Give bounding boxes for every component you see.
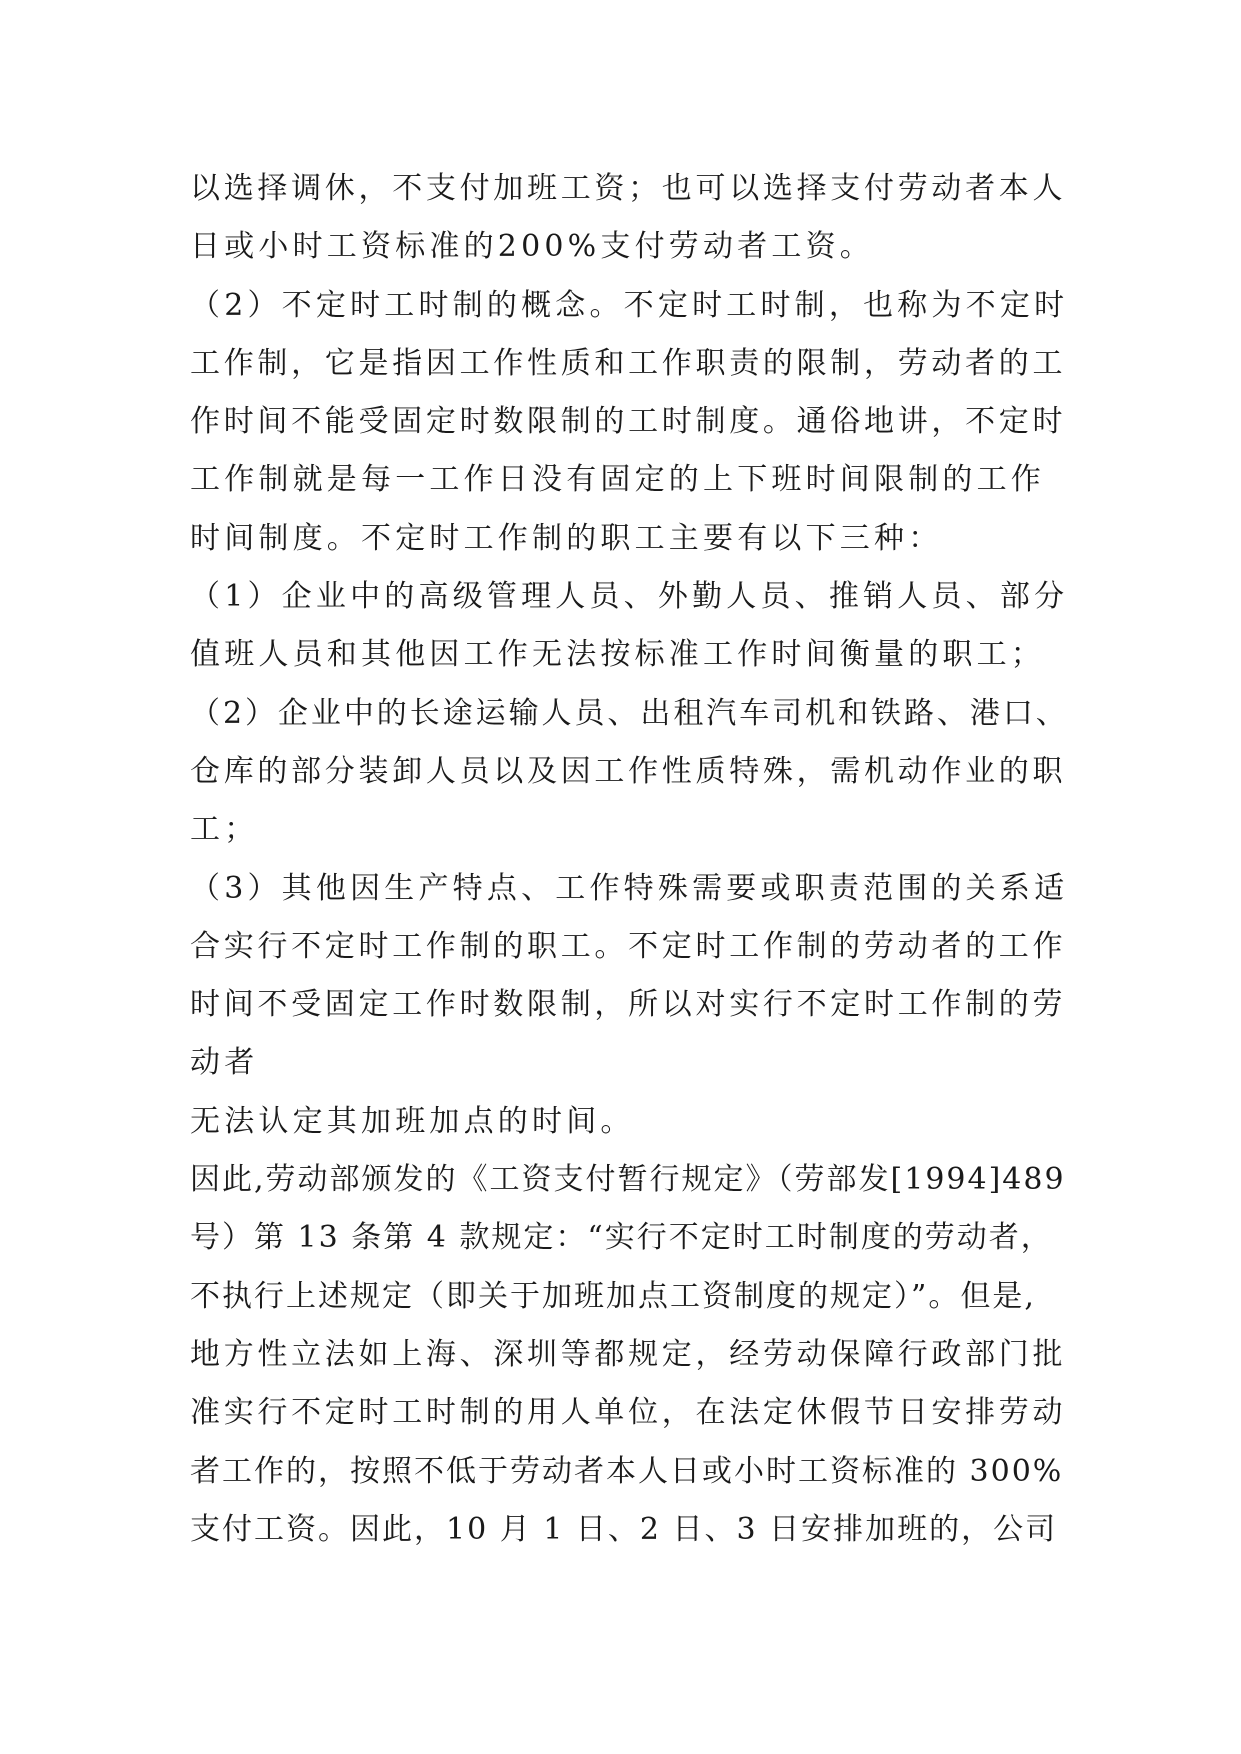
text-line: （1）企业中的高级管理人员、外勤人员、推销人员、部分 — [190, 579, 1069, 615]
text-line: 以选择调休，不支付加班工资；也可以选择支付劳动者本人 — [190, 171, 1067, 206]
text-line: 工作制，它是指因工作性质和工作职责的限制，劳动者的工 — [190, 345, 1067, 381]
text-line: 时间不受固定工作时数限制，所以对实行不定时工作制的劳 — [190, 987, 1067, 1023]
text-line: 不执行上述规定（即关于加班加点工资制度的规定）”。但是, — [190, 1278, 1036, 1314]
text-line: 因此,劳动部颁发的《工资支付暂行规定》（劳部发[1994]489 — [190, 1162, 1066, 1198]
text-line: 动者 — [190, 1045, 259, 1081]
text-line: 准实行不定时工时制的用人单位，在法定休假节日安排劳动 — [190, 1395, 1067, 1431]
text-line: 支付工资。因此，10 月 1 日、2 日、3 日安排加班的，公司 — [190, 1511, 1058, 1547]
body-text — [190, 160, 1070, 1559]
text-line: 号）第 13 条第 4 款规定：“实行不定时工时制度的劳动者， — [190, 1220, 1053, 1256]
text-line: 日或小时工资标准的200%支付劳动者工资。 — [190, 229, 874, 265]
text-line: 时间制度。不定时工作制的职工主要有以下三种： — [190, 520, 943, 556]
text-line: （2）企业中的长途运输人员、出租汽车司机和铁路、港口、 — [190, 695, 1069, 731]
text-line: 工作制就是每一工作日没有固定的上下班时间限制的工作 — [190, 462, 1045, 498]
text-line: 地方性立法如上海、深圳等都规定，经劳动保障行政部门批 — [190, 1336, 1067, 1372]
text-line: 者工作的，按照不低于劳动者本人日或小时工资标准的 300% — [190, 1453, 1064, 1489]
text-line: 合实行不定时工作制的职工。不定时工作制的劳动者的工作 — [190, 928, 1067, 964]
text-line: 无法认定其加班加点的时间。 — [190, 1103, 635, 1139]
text-line: 值班人员和其他因工作无法按标准工作时间衡量的职工； — [190, 637, 1045, 673]
text-line: （2）不定时工时制的概念。不定时工时制，也称为不定时 — [190, 287, 1069, 323]
text-line: 仓库的部分装卸人员以及因工作性质特殊，需机动作业的职 — [190, 753, 1067, 789]
text-line: （3）其他因生产特点、工作特殊需要或职责范围的关系适 — [190, 870, 1069, 906]
text-line: 工； — [190, 812, 259, 848]
text-line: 作时间不能受固定时数限制的工时制度。通俗地讲，不定时 — [190, 404, 1067, 440]
